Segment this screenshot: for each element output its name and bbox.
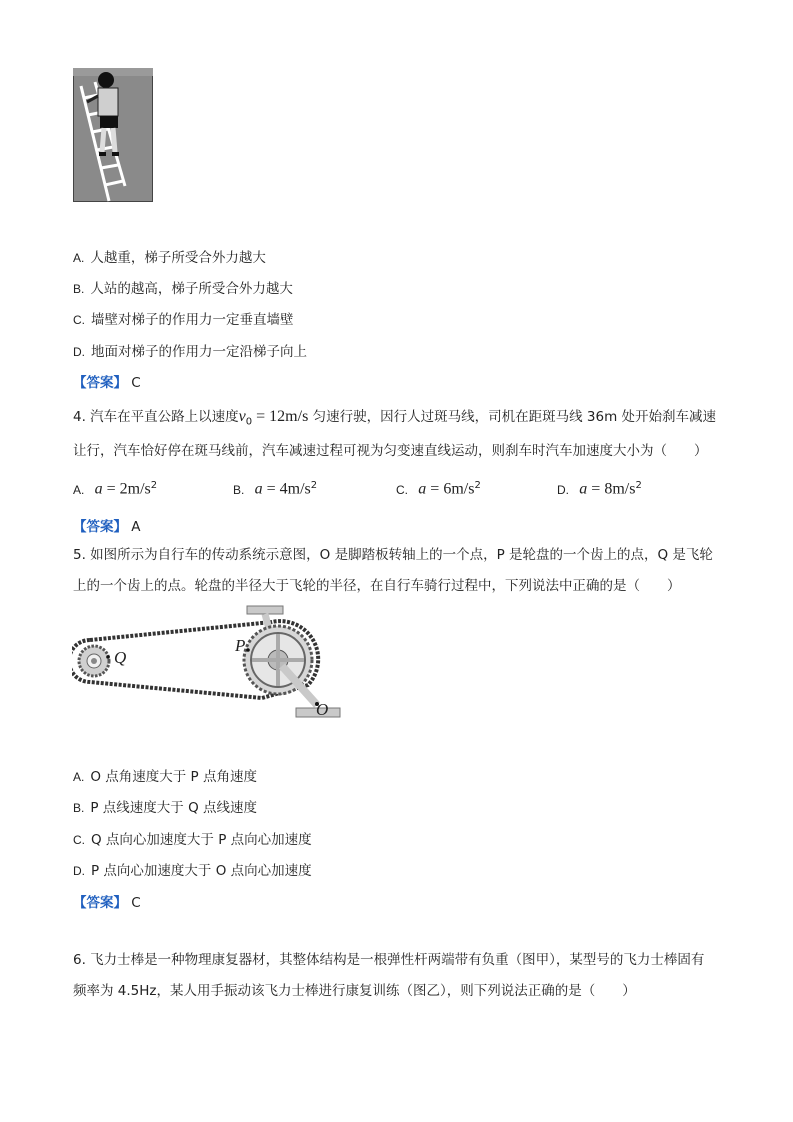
bicycle-drivetrain-figure: [72, 600, 342, 725]
label-q: Q: [114, 648, 127, 667]
q6-line2: 频率为 4.5Hz，某人用手振动该飞力士棒进行康复训练（图乙），则下列说法正确的是（ ）: [73, 983, 636, 999]
ladder-figure: [73, 68, 153, 202]
option-c: C. 墙壁对梯子的作用力一定垂直墙壁: [73, 312, 294, 328]
option-a: A. 人越重，梯子所受合外力越大: [73, 250, 266, 266]
answer-prev: 【答案】 C: [73, 375, 141, 391]
q4-line1: 4. 汽车在平直公路上以速度$v_0 = 12m/s$ 匀速行驶，因行人过斑马线，司机在距斑马线 36m 处开始刹车减速: [73, 408, 717, 428]
q5-option-a: A. O 点角速度大于 P 点角速度: [73, 769, 257, 785]
q5-line1: 5. 如图所示为自行车的传动系统示意图，O 是脚踏板转轴上的一个点，P 是轮盘的一个齿上的点，Q 是飞轮: [73, 547, 713, 563]
q4-answer: 【答案】 A: [73, 519, 141, 535]
q5-option-b: B. P 点线速度大于 Q 点线速度: [73, 800, 257, 816]
q4-option-c: C. $a = 6m/s^2$: [396, 480, 481, 498]
q4-option-d: D. $a = 8m/s^2$: [557, 480, 642, 498]
q5-answer: 【答案】 C: [73, 895, 141, 911]
q5-option-c: C. Q 点向心加速度大于 P 点向心加速度: [73, 832, 312, 848]
q4-option-b: B. $a = 4m/s^2$: [233, 480, 318, 498]
label-p: P: [235, 636, 246, 655]
q5-line2: 上的一个齿上的点。轮盘的半径大于飞轮的半径，在自行车骑行过程中，下列说法中正确的是（ ）: [73, 578, 681, 594]
q4-line2: 让行，汽车恰好停在斑马线前，汽车减速过程可视为匀变速直线运动，则刹车时汽车加速度大小为（ ）: [73, 443, 708, 459]
q5-option-d: D. P 点向心加速度大于 O 点向心加速度: [73, 863, 312, 879]
label-o: O: [316, 700, 329, 719]
option-b: B. 人站的越高，梯子所受合外力越大: [73, 281, 293, 297]
option-d: D. 地面对梯子的作用力一定沿梯子向上: [73, 344, 307, 360]
q6-line1: 6. 飞力士棒是一种物理康复器材，其整体结构是一根弹性杆两端带有负重（图甲），某型号的飞力士棒固有: [73, 952, 705, 968]
q4-option-a: A. $a = 2m/s^2$: [73, 480, 158, 498]
